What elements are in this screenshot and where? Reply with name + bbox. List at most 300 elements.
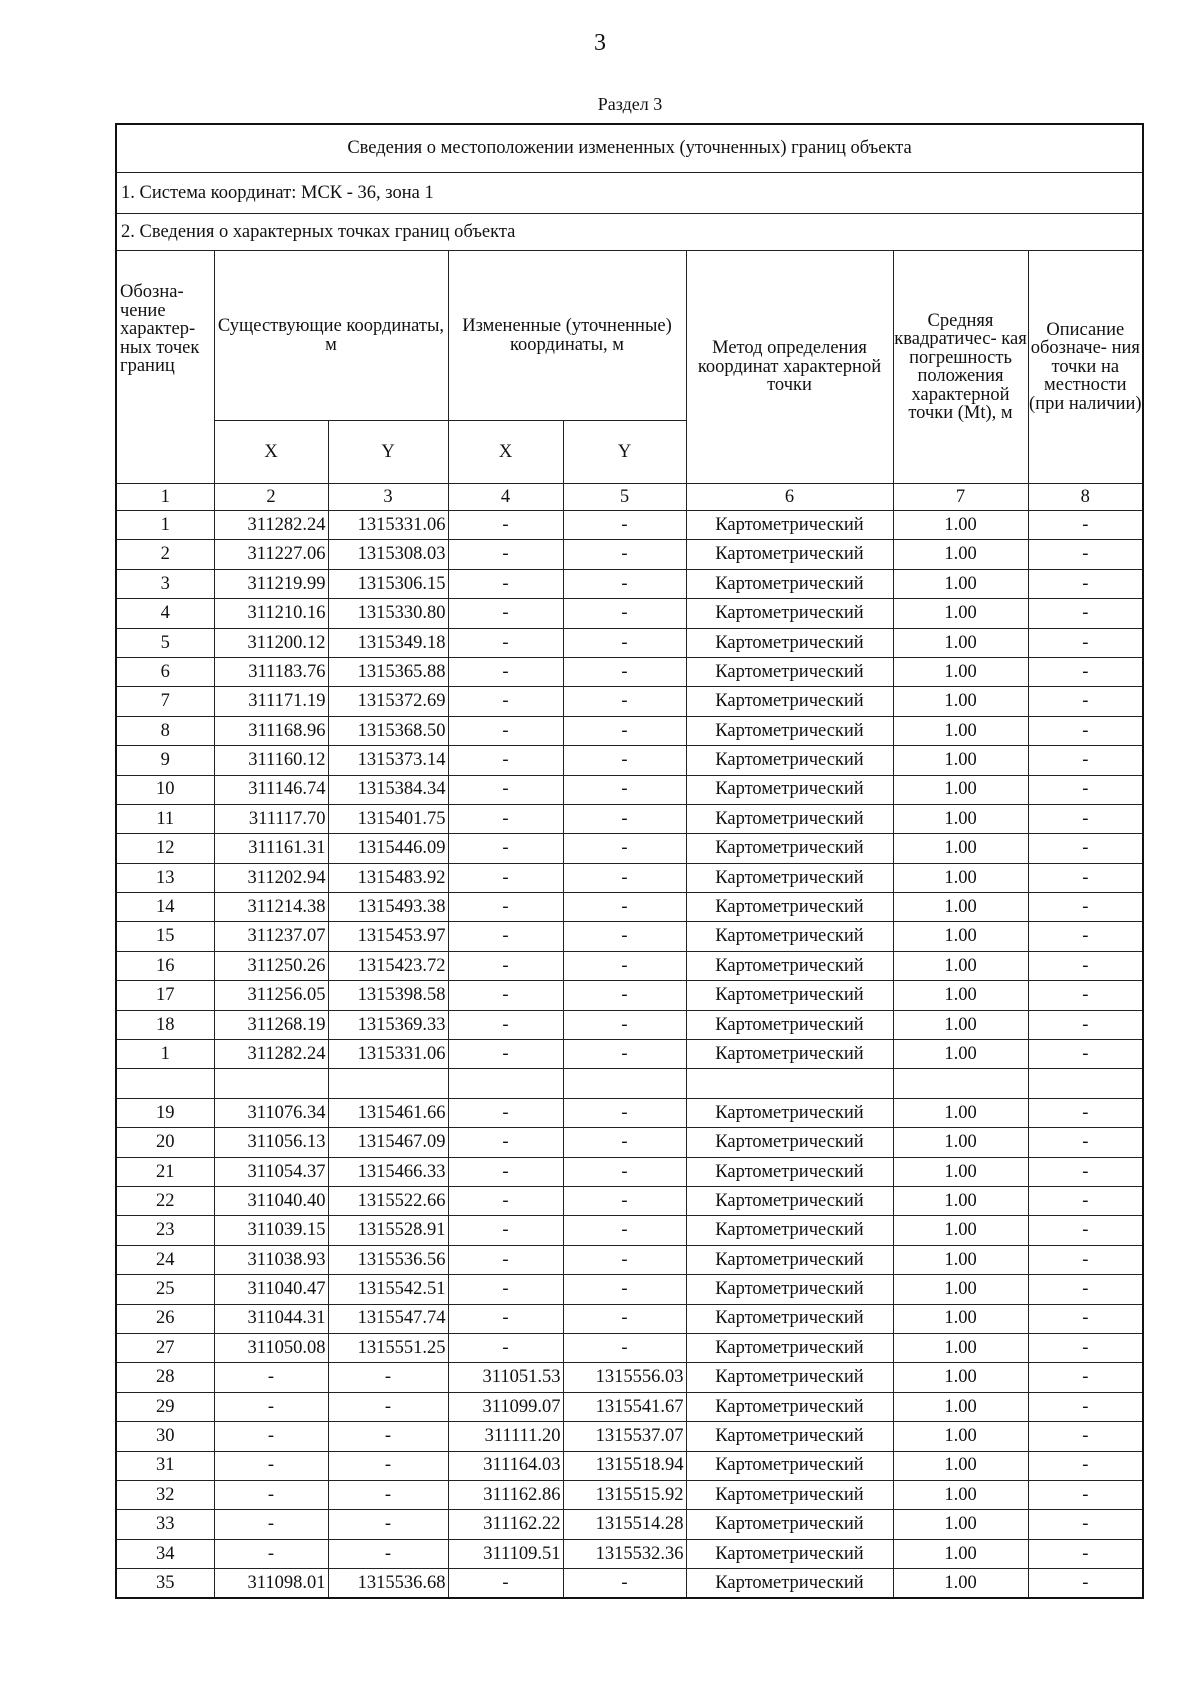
existing-y-cell: 1315528.91 <box>328 1216 448 1245</box>
header-existing-y: Y <box>328 421 448 484</box>
table-row <box>116 1128 1143 1157</box>
error-cell: 1.00 <box>893 1010 1028 1039</box>
changed-y-cell: - <box>563 1569 686 1599</box>
description-cell: - <box>1028 1128 1143 1157</box>
description-cell: - <box>1028 511 1143 540</box>
changed-x-cell: 311162.22 <box>448 1510 563 1539</box>
error-cell: 1.00 <box>893 1128 1028 1157</box>
existing-x-cell: 311160.12 <box>214 746 328 775</box>
table-row <box>116 922 1143 951</box>
existing-y-cell: 1315398.58 <box>328 981 448 1010</box>
error-cell: 1.00 <box>893 746 1028 775</box>
method-cell: Картометрический <box>686 1304 893 1333</box>
boundary-points-table <box>115 123 1144 1599</box>
existing-y-cell: - <box>328 1539 448 1568</box>
table-row <box>116 1304 1143 1333</box>
description-cell: - <box>1028 1422 1143 1451</box>
existing-x-cell: 311214.38 <box>214 893 328 922</box>
changed-y-cell: - <box>563 863 686 892</box>
changed-x-cell: - <box>448 1304 563 1333</box>
existing-x-cell: 311040.40 <box>214 1186 328 1215</box>
changed-x-cell: - <box>448 716 563 745</box>
method-cell: Картометрический <box>686 1010 893 1039</box>
table-row <box>116 1333 1143 1362</box>
changed-y-cell: 1315532.36 <box>563 1539 686 1568</box>
description-cell: - <box>1028 1510 1143 1539</box>
existing-x-cell: 311050.08 <box>214 1333 328 1362</box>
existing-x-cell: 311282.24 <box>214 511 328 540</box>
table-row <box>116 804 1143 833</box>
changed-y-cell: - <box>563 893 686 922</box>
method-cell: Картометрический <box>686 1480 893 1509</box>
changed-x-cell: - <box>448 1098 563 1127</box>
method-cell: Картометрический <box>686 657 893 686</box>
existing-x-cell: - <box>214 1510 328 1539</box>
point-number-cell: 5 <box>116 628 214 657</box>
point-number-cell: 28 <box>116 1363 214 1392</box>
changed-y-cell <box>563 1069 686 1098</box>
existing-y-cell: 1315331.06 <box>328 1040 448 1069</box>
table-row <box>116 687 1143 716</box>
section-title: Раздел 3 <box>597 94 663 114</box>
header-existing-x: X <box>214 421 328 484</box>
description-cell: - <box>1028 1040 1143 1069</box>
method-cell: Картометрический <box>686 540 893 569</box>
table-row <box>116 746 1143 775</box>
method-cell: Картометрический <box>686 1569 893 1599</box>
changed-y-cell: - <box>563 1304 686 1333</box>
table-row <box>116 1569 1143 1599</box>
existing-y-cell: 1315331.06 <box>328 511 448 540</box>
point-number-cell: 21 <box>116 1157 214 1186</box>
error-cell: 1.00 <box>893 569 1028 598</box>
existing-y-cell: 1315542.51 <box>328 1275 448 1304</box>
existing-y-cell: - <box>328 1392 448 1421</box>
changed-y-cell: - <box>563 569 686 598</box>
existing-y-cell <box>328 1069 448 1098</box>
existing-y-cell: 1315308.03 <box>328 540 448 569</box>
description-cell: - <box>1028 1010 1143 1039</box>
method-cell: Картометрический <box>686 1451 893 1480</box>
changed-y-cell: - <box>563 746 686 775</box>
table-row <box>116 569 1143 598</box>
changed-y-cell: 1315518.94 <box>563 1451 686 1480</box>
existing-x-cell: - <box>214 1422 328 1451</box>
description-cell: - <box>1028 834 1143 863</box>
point-number-cell: 23 <box>116 1216 214 1245</box>
changed-x-cell: - <box>448 657 563 686</box>
changed-x-cell: - <box>448 1275 563 1304</box>
error-cell: 1.00 <box>893 1363 1028 1392</box>
point-number-cell: 32 <box>116 1480 214 1509</box>
table-row <box>116 540 1143 569</box>
description-cell: - <box>1028 569 1143 598</box>
error-cell: 1.00 <box>893 1098 1028 1127</box>
changed-x-cell: - <box>448 1245 563 1274</box>
changed-y-cell: - <box>563 687 686 716</box>
method-cell: Картометрический <box>686 1186 893 1215</box>
method-cell: Картометрический <box>686 834 893 863</box>
existing-x-cell: - <box>214 1451 328 1480</box>
existing-x-cell: 311250.26 <box>214 951 328 980</box>
method-cell: Картометрический <box>686 628 893 657</box>
table-row <box>116 951 1143 980</box>
point-number-cell: 2 <box>116 540 214 569</box>
changed-y-cell: 1315515.92 <box>563 1480 686 1509</box>
point-number-cell: 35 <box>116 1569 214 1599</box>
existing-y-cell: 1315493.38 <box>328 893 448 922</box>
error-cell: 1.00 <box>893 1157 1028 1186</box>
error-cell: 1.00 <box>893 1040 1028 1069</box>
column-number: 5 <box>563 484 686 511</box>
existing-x-cell: - <box>214 1363 328 1392</box>
changed-y-cell: 1315541.67 <box>563 1392 686 1421</box>
changed-x-cell: - <box>448 687 563 716</box>
point-number-cell: 7 <box>116 687 214 716</box>
existing-x-cell: - <box>214 1539 328 1568</box>
error-cell: 1.00 <box>893 511 1028 540</box>
changed-y-cell: - <box>563 716 686 745</box>
description-cell: - <box>1028 1098 1143 1127</box>
existing-x-cell: 311146.74 <box>214 775 328 804</box>
existing-x-cell: 311219.99 <box>214 569 328 598</box>
error-cell: 1.00 <box>893 1510 1028 1539</box>
method-cell: Картометрический <box>686 687 893 716</box>
existing-y-cell: 1315483.92 <box>328 863 448 892</box>
error-cell: 1.00 <box>893 540 1028 569</box>
existing-y-cell: - <box>328 1510 448 1539</box>
changed-y-cell: - <box>563 657 686 686</box>
table-row <box>116 1275 1143 1304</box>
existing-y-cell: 1315467.09 <box>328 1128 448 1157</box>
changed-x-cell: - <box>448 746 563 775</box>
existing-y-cell: 1315306.15 <box>328 569 448 598</box>
existing-y-cell: 1315453.97 <box>328 922 448 951</box>
changed-y-cell: - <box>563 540 686 569</box>
table-row <box>116 1186 1143 1215</box>
changed-x-cell: 311164.03 <box>448 1451 563 1480</box>
existing-x-cell: 311117.70 <box>214 804 328 833</box>
header-changed-coordinates: Измененные (уточненные) координаты, м <box>448 251 686 421</box>
error-cell: 1.00 <box>893 1451 1028 1480</box>
existing-x-cell: 311076.34 <box>214 1098 328 1127</box>
existing-y-cell: 1315369.33 <box>328 1010 448 1039</box>
changed-x-cell: - <box>448 1010 563 1039</box>
existing-y-cell: 1315536.56 <box>328 1245 448 1274</box>
header-error: Средняя квадратичес- кая погрешность положения характерной точки (Mt), м <box>893 251 1028 484</box>
method-cell: Картометрический <box>686 1422 893 1451</box>
existing-x-cell: 311098.01 <box>214 1569 328 1599</box>
existing-y-cell: 1315461.66 <box>328 1098 448 1127</box>
changed-x-cell: - <box>448 863 563 892</box>
point-number-cell: 15 <box>116 922 214 951</box>
table-row <box>116 834 1143 863</box>
existing-x-cell: 311044.31 <box>214 1304 328 1333</box>
description-cell: - <box>1028 1451 1143 1480</box>
table-row <box>116 657 1143 686</box>
point-number-cell: 29 <box>116 1392 214 1421</box>
changed-x-cell: - <box>448 893 563 922</box>
changed-x-cell: 311051.53 <box>448 1363 563 1392</box>
existing-x-cell: 311237.07 <box>214 922 328 951</box>
description-cell: - <box>1028 1275 1143 1304</box>
changed-y-cell: - <box>563 951 686 980</box>
table-title: Сведения о местоположении измененных (уточненных) границ объекта <box>116 124 1143 173</box>
changed-y-cell: - <box>563 1333 686 1362</box>
table-row <box>116 1422 1143 1451</box>
point-number-cell: 25 <box>116 1275 214 1304</box>
error-cell: 1.00 <box>893 1480 1028 1509</box>
coordinate-system: 1. Система координат: МСК - 36, зона 1 <box>116 173 1143 214</box>
description-cell: - <box>1028 657 1143 686</box>
table-row <box>116 1510 1143 1539</box>
existing-y-cell: 1315466.33 <box>328 1157 448 1186</box>
existing-y-cell: 1315446.09 <box>328 834 448 863</box>
method-cell: Картометрический <box>686 951 893 980</box>
points-caption: 2. Сведения о характерных точках границ объекта <box>116 214 1143 251</box>
changed-x-cell: - <box>448 981 563 1010</box>
existing-y-cell: 1315384.34 <box>328 775 448 804</box>
existing-x-cell: 311040.47 <box>214 1275 328 1304</box>
existing-x-cell: 311210.16 <box>214 599 328 628</box>
error-cell: 1.00 <box>893 1333 1028 1362</box>
error-cell: 1.00 <box>893 1275 1028 1304</box>
table-row <box>116 1010 1143 1039</box>
point-number-cell: 13 <box>116 863 214 892</box>
table-row <box>116 981 1143 1010</box>
error-cell: 1.00 <box>893 922 1028 951</box>
point-number-cell: 12 <box>116 834 214 863</box>
changed-y-cell: - <box>563 1098 686 1127</box>
point-number-cell: 1 <box>116 511 214 540</box>
table-row <box>116 1363 1143 1392</box>
changed-x-cell: - <box>448 569 563 598</box>
point-number-cell: 4 <box>116 599 214 628</box>
changed-y-cell: - <box>563 1216 686 1245</box>
description-cell <box>1028 1069 1143 1098</box>
error-cell: 1.00 <box>893 1539 1028 1568</box>
method-cell: Картометрический <box>686 1216 893 1245</box>
description-cell: - <box>1028 1186 1143 1215</box>
error-cell: 1.00 <box>893 687 1028 716</box>
method-cell: Картометрический <box>686 1275 893 1304</box>
changed-x-cell: - <box>448 951 563 980</box>
error-cell: 1.00 <box>893 1569 1028 1599</box>
table-body <box>116 511 1143 1599</box>
method-cell: Картометрический <box>686 863 893 892</box>
table-row <box>116 1245 1143 1274</box>
existing-y-cell: 1315330.80 <box>328 599 448 628</box>
existing-x-cell: 311227.06 <box>214 540 328 569</box>
description-cell: - <box>1028 1157 1143 1186</box>
header-description: Описание обозначе- ния точки на местности (при наличии) <box>1028 251 1143 484</box>
point-number-cell: 27 <box>116 1333 214 1362</box>
table-row <box>116 1451 1143 1480</box>
existing-x-cell: - <box>214 1392 328 1421</box>
column-number: 6 <box>686 484 893 511</box>
error-cell: 1.00 <box>893 1245 1028 1274</box>
changed-x-cell: - <box>448 1216 563 1245</box>
error-cell: 1.00 <box>893 834 1028 863</box>
changed-x-cell: - <box>448 834 563 863</box>
changed-x-cell: - <box>448 1333 563 1362</box>
existing-y-cell: - <box>328 1422 448 1451</box>
method-cell: Картометрический <box>686 1098 893 1127</box>
table-row <box>116 1216 1143 1245</box>
changed-x-cell: - <box>448 540 563 569</box>
method-cell: Картометрический <box>686 804 893 833</box>
changed-y-cell: - <box>563 1157 686 1186</box>
existing-x-cell: 311168.96 <box>214 716 328 745</box>
existing-y-cell: 1315522.66 <box>328 1186 448 1215</box>
description-cell: - <box>1028 716 1143 745</box>
changed-x-cell: - <box>448 804 563 833</box>
changed-y-cell: - <box>563 1275 686 1304</box>
existing-x-cell: 311056.13 <box>214 1128 328 1157</box>
existing-x-cell: 311161.31 <box>214 834 328 863</box>
error-cell: 1.00 <box>893 893 1028 922</box>
error-cell: 1.00 <box>893 628 1028 657</box>
changed-x-cell: 311109.51 <box>448 1539 563 1568</box>
error-cell <box>893 1069 1028 1098</box>
table-row <box>116 599 1143 628</box>
existing-x-cell: 311054.37 <box>214 1157 328 1186</box>
changed-y-cell: 1315514.28 <box>563 1510 686 1539</box>
table-row <box>116 1040 1143 1069</box>
changed-y-cell: - <box>563 922 686 951</box>
existing-y-cell: 1315536.68 <box>328 1569 448 1599</box>
header-existing-coordinates: Существующие координаты, м <box>214 251 448 421</box>
changed-x-cell: - <box>448 1128 563 1157</box>
existing-y-cell: 1315373.14 <box>328 746 448 775</box>
table-row <box>116 716 1143 745</box>
description-cell: - <box>1028 981 1143 1010</box>
error-cell: 1.00 <box>893 1392 1028 1421</box>
method-cell: Картометрический <box>686 1392 893 1421</box>
changed-y-cell: - <box>563 775 686 804</box>
existing-x-cell: 311200.12 <box>214 628 328 657</box>
method-cell: Картометрический <box>686 1510 893 1539</box>
existing-y-cell: 1315423.72 <box>328 951 448 980</box>
method-cell: Картометрический <box>686 746 893 775</box>
changed-y-cell: - <box>563 1128 686 1157</box>
description-cell: - <box>1028 1480 1143 1509</box>
description-cell: - <box>1028 951 1143 980</box>
changed-x-cell: - <box>448 511 563 540</box>
header-changed-x: X <box>448 421 563 484</box>
description-cell: - <box>1028 863 1143 892</box>
table-row <box>116 511 1143 540</box>
header-designation: Обозна- чение характер- ных точек границ <box>116 251 214 484</box>
existing-x-cell: 311171.19 <box>214 687 328 716</box>
point-number-cell: 24 <box>116 1245 214 1274</box>
description-cell: - <box>1028 746 1143 775</box>
point-number-cell: 31 <box>116 1451 214 1480</box>
method-cell: Картометрический <box>686 716 893 745</box>
point-number-cell: 30 <box>116 1422 214 1451</box>
error-cell: 1.00 <box>893 1422 1028 1451</box>
table-row <box>116 1098 1143 1127</box>
column-number: 2 <box>214 484 328 511</box>
existing-x-cell: 311282.24 <box>214 1040 328 1069</box>
existing-y-cell: - <box>328 1480 448 1509</box>
method-cell: Картометрический <box>686 1333 893 1362</box>
existing-y-cell: 1315547.74 <box>328 1304 448 1333</box>
existing-x-cell: 311256.05 <box>214 981 328 1010</box>
header-method: Метод определения координат характерной точки <box>686 251 893 484</box>
point-number-cell: 33 <box>116 1510 214 1539</box>
method-cell: Картометрический <box>686 1128 893 1157</box>
error-cell: 1.00 <box>893 599 1028 628</box>
method-cell: Картометрический <box>686 511 893 540</box>
description-cell: - <box>1028 804 1143 833</box>
column-number: 3 <box>328 484 448 511</box>
changed-y-cell: - <box>563 834 686 863</box>
changed-x-cell: - <box>448 599 563 628</box>
changed-x-cell: - <box>448 1040 563 1069</box>
existing-y-cell: 1315401.75 <box>328 804 448 833</box>
error-cell: 1.00 <box>893 1186 1028 1215</box>
method-cell: Картометрический <box>686 1539 893 1568</box>
existing-y-cell: 1315365.88 <box>328 657 448 686</box>
point-number-cell: 8 <box>116 716 214 745</box>
description-cell: - <box>1028 1539 1143 1568</box>
changed-y-cell: - <box>563 511 686 540</box>
table-row <box>116 1069 1143 1098</box>
table-row <box>116 893 1143 922</box>
method-cell: Картометрический <box>686 775 893 804</box>
error-cell: 1.00 <box>893 804 1028 833</box>
changed-y-cell: 1315556.03 <box>563 1363 686 1392</box>
table-row <box>116 1157 1143 1186</box>
table-row <box>116 1539 1143 1568</box>
existing-y-cell: 1315551.25 <box>328 1333 448 1362</box>
existing-y-cell: - <box>328 1451 448 1480</box>
existing-y-cell: 1315349.18 <box>328 628 448 657</box>
description-cell: - <box>1028 1392 1143 1421</box>
description-cell: - <box>1028 893 1143 922</box>
method-cell: Картометрический <box>686 569 893 598</box>
existing-y-cell: 1315368.50 <box>328 716 448 745</box>
point-number-cell: 3 <box>116 569 214 598</box>
changed-y-cell: - <box>563 1040 686 1069</box>
changed-y-cell: 1315537.07 <box>563 1422 686 1451</box>
description-cell: - <box>1028 922 1143 951</box>
method-cell: Картометрический <box>686 893 893 922</box>
error-cell: 1.00 <box>893 1216 1028 1245</box>
point-number-cell: 9 <box>116 746 214 775</box>
method-cell: Картометрический <box>686 1157 893 1186</box>
existing-x-cell: 311202.94 <box>214 863 328 892</box>
point-number-cell <box>116 1069 214 1098</box>
description-cell: - <box>1028 1304 1143 1333</box>
changed-y-cell: - <box>563 804 686 833</box>
changed-y-cell: - <box>563 628 686 657</box>
table-row <box>116 1480 1143 1509</box>
point-number-cell: 22 <box>116 1186 214 1215</box>
existing-x-cell: - <box>214 1480 328 1509</box>
point-number-cell: 19 <box>116 1098 214 1127</box>
changed-y-cell: - <box>563 599 686 628</box>
changed-x-cell: - <box>448 922 563 951</box>
description-cell: - <box>1028 1245 1143 1274</box>
error-cell: 1.00 <box>893 951 1028 980</box>
changed-x-cell: 311162.86 <box>448 1480 563 1509</box>
column-number: 8 <box>1028 484 1143 511</box>
description-cell: - <box>1028 599 1143 628</box>
existing-y-cell: 1315372.69 <box>328 687 448 716</box>
point-number-cell: 18 <box>116 1010 214 1039</box>
